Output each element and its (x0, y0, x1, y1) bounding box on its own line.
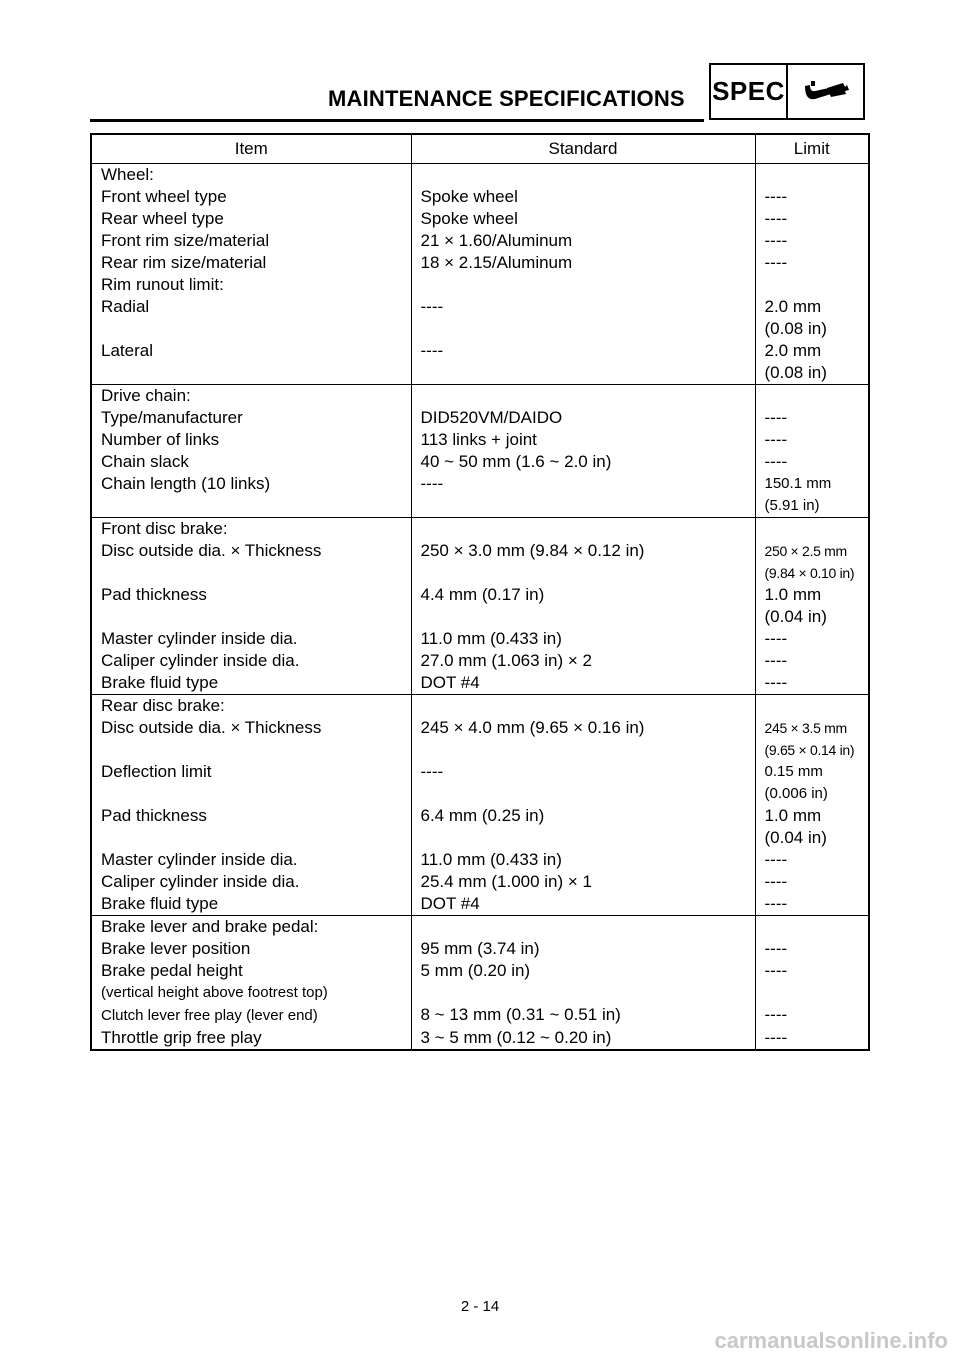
section-title-row (91, 385, 869, 408)
standard-cell: 8 ~ 13 mm (0.31 ~ 0.51 in) (411, 1004, 755, 1027)
table-row (91, 473, 869, 518)
limit-cell: ---- (755, 650, 869, 672)
standard-cell: ---- (411, 340, 755, 385)
section-title: Rear disc brake: (101, 696, 225, 715)
standard-cell: 4.4 mm (0.17 in) (411, 584, 755, 628)
limit-cell (755, 717, 869, 761)
table-row (91, 893, 869, 916)
standard-cell: ---- (411, 761, 755, 805)
limit-cell: ---- (755, 672, 869, 695)
table-row (91, 540, 869, 584)
item-cell: Radial (101, 297, 150, 316)
table-row (91, 451, 869, 473)
limit-value: 1.0 mm (764, 585, 822, 604)
limit-value: 2.0 mm (764, 297, 822, 316)
limit-cell (755, 761, 869, 805)
limit-cell: ---- (755, 208, 869, 230)
limit-value-imperial: (9.65 × 0.14 in) (764, 742, 855, 758)
standard-cell: Spoke wheel (411, 208, 755, 230)
spec-label-cell (711, 65, 786, 118)
table-row (91, 208, 869, 230)
limit-value-imperial: (0.006 in) (764, 785, 828, 802)
table-row (91, 849, 869, 871)
standard-cell: ---- (411, 473, 755, 518)
item-cell: Type/manufacturer (101, 408, 243, 427)
standard-cell: 5 mm (0.20 in) (411, 960, 755, 1004)
limit-value: 1.0 mm (764, 806, 822, 825)
standard-cell: 18 × 2.15/Aluminum (411, 252, 755, 274)
table-row (91, 230, 869, 252)
table-row (91, 805, 869, 849)
item-note: (vertical height above footrest top) (101, 984, 328, 1001)
item-cell: Caliper cylinder inside dia. (101, 651, 300, 670)
table-row (91, 296, 869, 340)
standard-cell: 6.4 mm (0.25 in) (411, 805, 755, 849)
table-row (91, 252, 869, 274)
limit-cell (755, 584, 869, 628)
limit-value-imperial: (0.04 in) (764, 607, 827, 626)
column-header-item: Item (91, 134, 411, 164)
standard-cell: 40 ~ 50 mm (1.6 ~ 2.0 in) (411, 451, 755, 473)
limit-cell: ---- (755, 938, 869, 960)
item-cell: Master cylinder inside dia. (101, 850, 298, 869)
standard-cell: DID520VM/DAIDO (411, 407, 755, 429)
limit-cell: ---- (755, 1004, 869, 1027)
table-row (91, 186, 869, 208)
table-row (91, 938, 869, 960)
standard-cell: 11.0 mm (0.433 in) (411, 628, 755, 650)
item-cell: Deflection limit (101, 762, 212, 781)
section-title-row (91, 518, 869, 541)
section-drive-chain (91, 385, 869, 518)
item-cell: Pad thickness (101, 585, 207, 604)
item-cell: Lateral (101, 341, 153, 360)
section-wheel (91, 164, 869, 385)
table-row (91, 761, 869, 805)
item-label: Brake pedal height (101, 961, 243, 980)
section-lever-pedal (91, 916, 869, 1051)
section-title: Drive chain: (101, 386, 191, 405)
table-row (91, 274, 869, 296)
limit-cell (755, 805, 869, 849)
item-cell: Chain slack (101, 452, 189, 471)
standard-cell: 3 ~ 5 mm (0.12 ~ 0.20 in) (411, 1027, 755, 1050)
table-row (91, 628, 869, 650)
limit-cell: ---- (755, 186, 869, 208)
table-row (91, 717, 869, 761)
spec-label: SPEC (712, 76, 785, 106)
limit-value: 0.15 mm (764, 763, 823, 780)
item-cell (91, 1004, 411, 1027)
limit-value-imperial: (9.84 × 0.10 in) (764, 565, 855, 581)
item-cell: Chain length (10 links) (101, 474, 271, 493)
item-cell (91, 960, 411, 1004)
section-title-row (91, 164, 869, 187)
section-title-row (91, 916, 869, 939)
watermark: carmanualsonline.info (714, 1328, 948, 1353)
limit-cell (755, 473, 869, 518)
item-cell: Brake fluid type (101, 894, 219, 913)
item-cell: Disc outside dia. × Thickness (101, 718, 322, 737)
item-cell: Disc outside dia. × Thickness (101, 541, 322, 560)
table-row (91, 650, 869, 672)
table-header-row (91, 134, 869, 164)
spec-table (90, 133, 870, 1051)
standard-cell: DOT #4 (411, 893, 755, 916)
limit-cell: ---- (755, 230, 869, 252)
item-cell: Brake lever position (101, 939, 251, 958)
item-cell: Front wheel type (101, 187, 227, 206)
item-cell: Throttle grip free play (101, 1028, 262, 1047)
section-rear-disc-brake (91, 695, 869, 916)
limit-cell: ---- (755, 429, 869, 451)
limit-cell: ---- (755, 407, 869, 429)
item-cell: Rear wheel type (101, 209, 224, 228)
limit-cell: ---- (755, 893, 869, 916)
standard-cell: 113 links + joint (411, 429, 755, 451)
limit-value-imperial: (5.91 in) (764, 497, 820, 514)
table-row (91, 407, 869, 429)
table-row (91, 1027, 869, 1050)
section-title: Wheel: (101, 165, 154, 184)
item-cell: Front rim size/material (101, 231, 270, 250)
limit-cell: ---- (755, 849, 869, 871)
section-front-disc-brake (91, 518, 869, 695)
item-label: Clutch lever free play (lever end) (101, 1007, 318, 1024)
wrench-icon (801, 77, 851, 107)
limit-cell (755, 540, 869, 584)
table-row (91, 871, 869, 893)
item-cell: Rear rim size/material (101, 253, 267, 272)
limit-value-imperial: (0.08 in) (764, 319, 827, 338)
table-row (91, 429, 869, 451)
limit-value: 250 × 2.5 mm (764, 543, 847, 559)
limit-cell (755, 274, 869, 296)
standard-cell: Spoke wheel (411, 186, 755, 208)
limit-value-imperial: (0.08 in) (764, 363, 827, 382)
header-rule (90, 119, 704, 122)
limit-cell (755, 296, 869, 340)
item-cell: Number of links (101, 430, 220, 449)
page-title: MAINTENANCE SPECIFICATIONS (328, 86, 685, 111)
wrench-icon-cell (786, 65, 863, 118)
item-cell: Master cylinder inside dia. (101, 629, 298, 648)
limit-cell: ---- (755, 252, 869, 274)
standard-cell (411, 274, 755, 296)
limit-value: 150.1 mm (764, 475, 832, 492)
standard-cell: 25.4 mm (1.000 in) × 1 (411, 871, 755, 893)
standard-cell: 27.0 mm (1.063 in) × 2 (411, 650, 755, 672)
standard-cell: ---- (411, 296, 755, 340)
standard-cell: 11.0 mm (0.433 in) (411, 849, 755, 871)
standard-cell: DOT #4 (411, 672, 755, 695)
table-row (91, 960, 869, 1004)
limit-cell (755, 340, 869, 385)
limit-value-imperial: (0.04 in) (764, 828, 827, 847)
standard-cell: 250 × 3.0 mm (9.84 × 0.12 in) (411, 540, 755, 584)
limit-cell: ---- (755, 960, 869, 1004)
limit-cell: ---- (755, 1027, 869, 1050)
standard-cell: 21 × 1.60/Aluminum (411, 230, 755, 252)
item-cell: Brake fluid type (101, 673, 219, 692)
limit-cell: ---- (755, 628, 869, 650)
table-row (91, 1004, 869, 1027)
section-title-row (91, 695, 869, 718)
table-row (91, 584, 869, 628)
item-cell: Pad thickness (101, 806, 207, 825)
limit-cell: ---- (755, 451, 869, 473)
spec-badge (709, 63, 865, 120)
table-row (91, 340, 869, 385)
item-cell: Caliper cylinder inside dia. (101, 872, 300, 891)
section-title: Brake lever and brake pedal: (101, 917, 319, 936)
limit-cell: ---- (755, 871, 869, 893)
standard-cell: 95 mm (3.74 in) (411, 938, 755, 960)
page-number: 2 - 14 (460, 1298, 500, 1315)
limit-value: 245 × 3.5 mm (764, 720, 847, 736)
table-row (91, 672, 869, 695)
standard-cell: 245 × 4.0 mm (9.65 × 0.16 in) (411, 717, 755, 761)
column-header-standard: Standard (411, 134, 755, 164)
column-header-limit: Limit (755, 134, 869, 164)
section-title: Front disc brake: (101, 519, 228, 538)
limit-value: 2.0 mm (764, 341, 822, 360)
item-cell: Rim runout limit: (101, 275, 224, 294)
